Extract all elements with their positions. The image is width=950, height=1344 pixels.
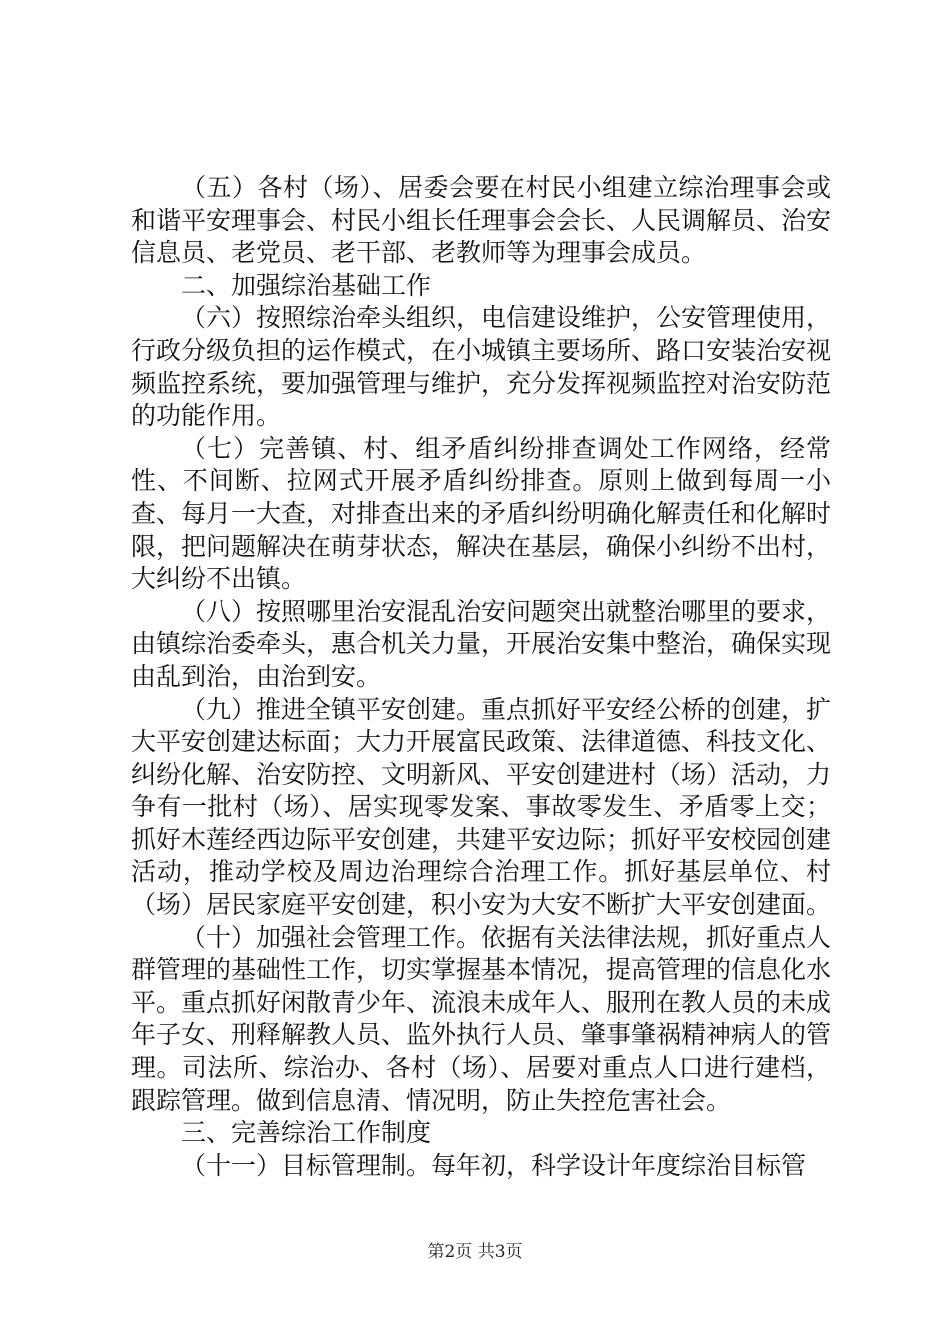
paragraph-10: （十）加强社会管理工作。依据有关法律法规，抓好重点人群管理的基础性工作，切实掌握基本情况，提高管理的信息化水平。重点抓好闲散青少年、流浪未成年人、服刑在教人员的未成年子女、刑释解教人员、监外执行人员、肇事肇祸精神病人的管理。司法所、综治办、各村（场）、居要对重点人口进行建档，跟踪管理。做到信息清、情况明，防止失控危害社会。 xyxy=(131,922,832,1115)
paragraph-11: （十一）目标管理制。每年初，科学设计年度综治目标管 xyxy=(181,1150,807,1180)
page-number-label: 第2页 共3页 xyxy=(427,1242,523,1262)
section-heading-3: 三、完善综治工作制度 xyxy=(181,1118,432,1148)
paragraph-7: （七）完善镇、村、组矛盾纠纷排查调处工作网络，经常性、不间断、拉网式开展矛盾纠纷排查。原则上做到每周一小查、每月一大查，对排查出来的矛盾纠纷明确化解责任和化解时限，把问题解决在萌芽状态，解决在基层，确保小纠纷不出村，大纠纷不出镇。 xyxy=(131,433,832,594)
document-body xyxy=(131,172,831,1182)
page-footer xyxy=(0,1242,950,1262)
section-heading-2: 二、加强综治基础工作 xyxy=(181,270,432,300)
paragraph-5: （五）各村（场）、居委会要在村民小组建立综治理事会或和谐平安理事会、村民小组长任理事会会长、人民调解员、治安信息员、老党员、老干部、老教师等为理事会成员。 xyxy=(131,173,832,268)
paragraph-9: （九）推进全镇平安创建。重点抓好平安经公桥的创建，扩大平安创建达标面；大力开展富民政策、法律道德、科技文化、纠纷化解、治安防控、文明新风、平安创建进村（场）活动，力争有一批村（场）、居实现零发案、事故零发生、矛盾零上交；抓好木莲经西边际平安创建，共建平安边际；抓好平安校园创建活动，推动学校及周边治理综合治理工作。抓好基层单位、村（场）居民家庭平安创建，积小安为大安不断扩大平安创建面。 xyxy=(131,694,832,920)
paragraph-6: （六）按照综治牵头组织，电信建设维护，公安管理使用，行政分级负担的运作模式，在小城镇主要场所、路口安装治安视频监控系统，要加强管理与维护，充分发挥视频监控对治安防范的功能作用。 xyxy=(131,303,832,431)
paragraph-8: （八）按照哪里治安混乱治安问题突出就整治哪里的要求，由镇综治委牵头，惠合机关力量，开展治安集中整治，确保实现由乱到治，由治到安。 xyxy=(131,596,832,691)
